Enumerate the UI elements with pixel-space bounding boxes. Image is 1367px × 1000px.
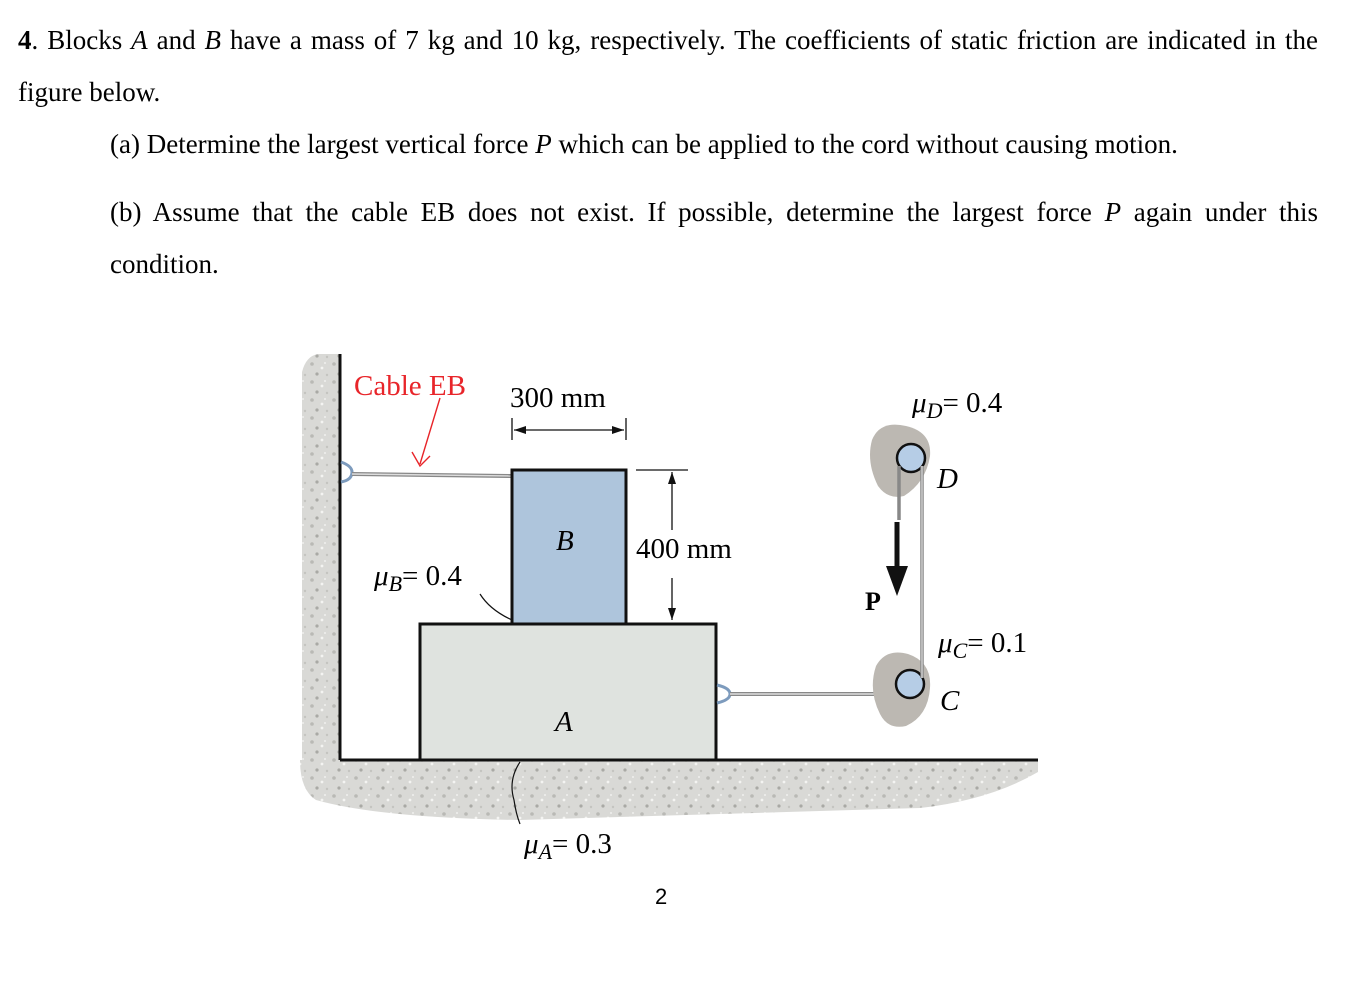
force-p-label: P	[865, 587, 881, 616]
peg-c-label: C	[940, 685, 960, 717]
width-300-label: 300 mm	[510, 382, 606, 414]
height-400-label: 400 mm	[636, 533, 732, 565]
wall	[302, 354, 340, 760]
mu-b-label: $\mu_B= 0.4$	[374, 560, 462, 596]
ground	[300, 760, 1038, 820]
mu-d-label: $\mu_D= 0.4$	[912, 387, 1003, 423]
block-a	[420, 624, 716, 760]
page-number: 2	[655, 884, 668, 909]
mu-a-label: $\mu_A= 0.3$	[524, 828, 612, 864]
mu-c-label: $\mu_C= 0.1$	[938, 627, 1028, 663]
block-a-label: A	[555, 706, 573, 738]
problem-intro: 4. Blocks A and B have a mass of 7 kg and 10 kg, respectively. The coefficients of static friction are indicated in the figure below.	[18, 25, 1318, 107]
peg-d-label: D	[937, 463, 958, 495]
cable-eb-label: Cable EB	[354, 370, 466, 402]
dimension-300	[512, 418, 626, 440]
block-b-label: B	[556, 525, 574, 557]
part-a: (a) Determine the largest vertical force P which can be applied to the cord without causing motion.	[110, 129, 1178, 159]
problem-number: 4	[18, 25, 32, 55]
force-p-arrow	[886, 522, 908, 596]
cable-eb	[341, 462, 512, 482]
part-b: (b) Assume that the cable EB does not exist. If possible, determine the largest force P again under this condition.	[110, 197, 1318, 279]
